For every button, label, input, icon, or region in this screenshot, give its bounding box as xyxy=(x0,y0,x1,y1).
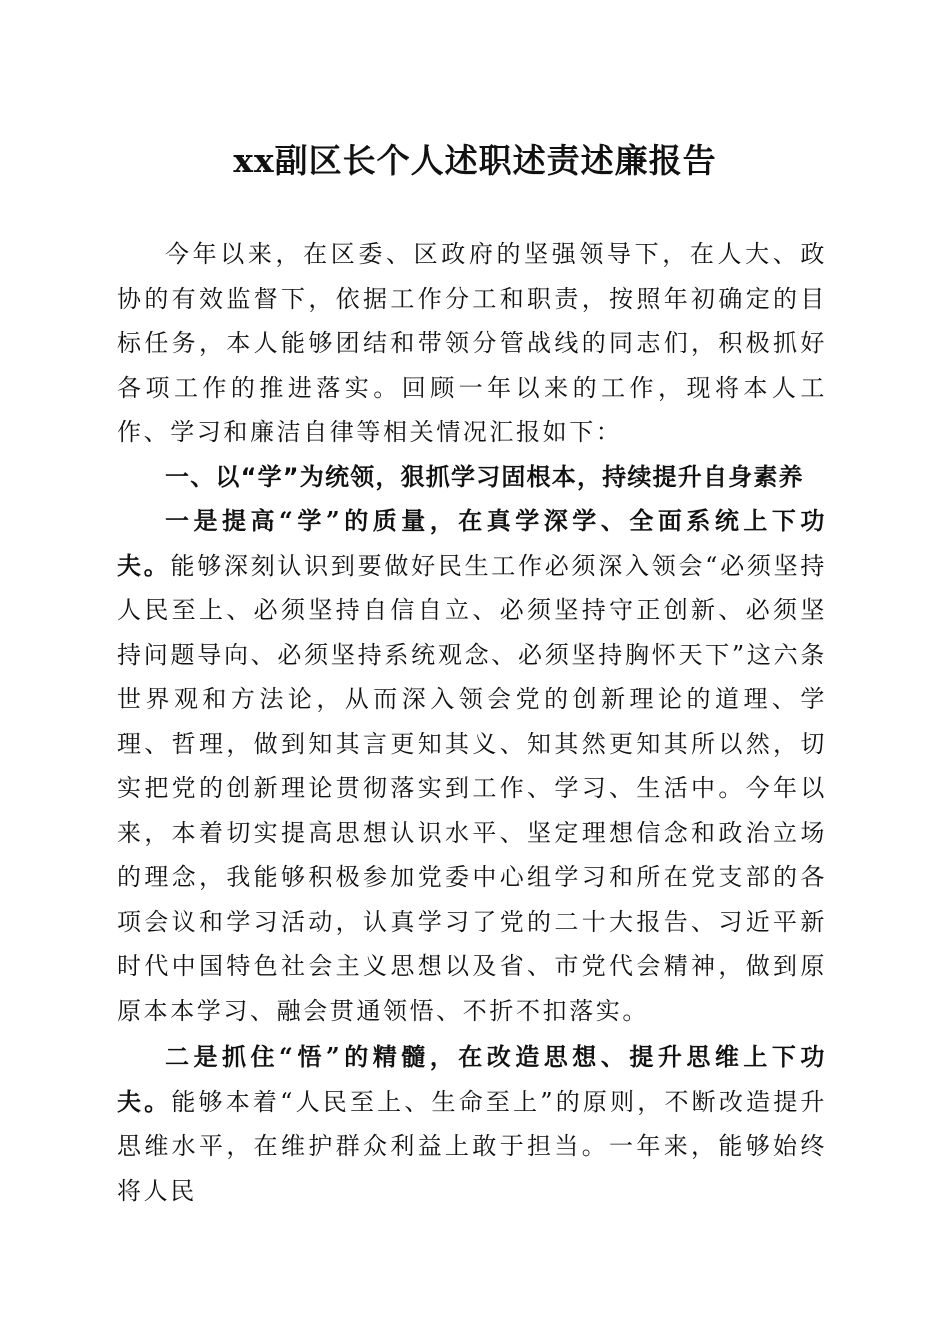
paragraph-2 xyxy=(117,1035,827,1213)
paragraph-1-body: 能够深刻认识到要做好民生工作必须深入领会“必须坚持人民至上、必须坚持自信自立、必须坚持守正创新、必须坚持问题导向、必须坚持系统观念、必须坚持胸怀天下”这六条世界观和方法论，从而深入领会党的创新理论的道理、学理、哲理，做到知其言更知其义、知其然更知其所以然，切实把党的创新理论贯彻落实到工作、学习、生活中。今年以来，本着切实提高思想认识水平、坚定理想信念和政治立场的理念，我能够积极参加党委中心组学习和所在党支部的各项会议和学习活动，认真学习了党的二十大报告、习近平新时代中国特色社会主义思想以及省、市党代会精神，做到原原本本学习、融会贯通领悟、不折不扣落实。 xyxy=(117,551,827,1025)
paragraph-1 xyxy=(117,499,827,1033)
paragraph-1-lead: 一是提高“学”的质量，在真学深学、全面系统上下功夫。 xyxy=(117,506,827,580)
intro-paragraph: 今年以来，在区委、区政府的坚强领导下，在人大、政协的有效监督下，依据工作分工和职责，按照年初确定的目标任务，本人能够团结和带领分管战线的同志们，积极抓好各项工作的推进落实。回顾一年以来的工作，现将本人工作、学习和廉洁自律等相关情况汇报如下： xyxy=(117,240,827,446)
section-heading-1: 一、以“学”为统领，狠抓学习固根本，持续提升自身素养 xyxy=(165,462,804,491)
document-title: xx副区长个人述职述责述廉报告 xyxy=(233,141,717,180)
paragraph-2-lead: 二是抓住“悟”的精髓，在改造思想、提升思维上下功夫。 xyxy=(117,1042,827,1116)
paragraph-2-body: 能够本着“人民至上、生命至上”的原则，不断改造提升思维水平，在维护群众利益上敢于担当。一年来，能够始终将人民 xyxy=(117,1087,827,1205)
document-body xyxy=(117,232,827,1213)
